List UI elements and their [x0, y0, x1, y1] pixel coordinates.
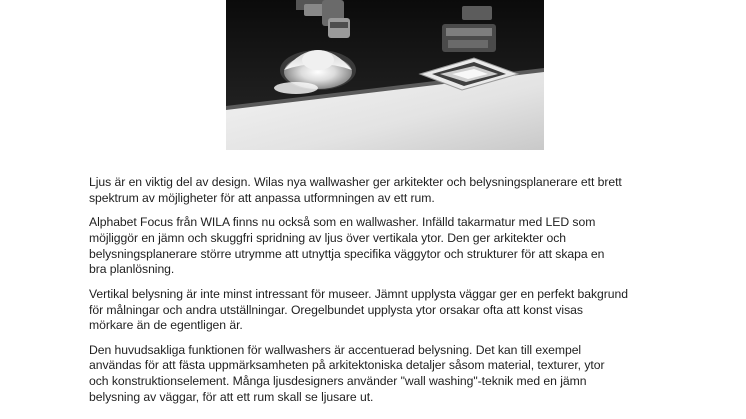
text-line: Den huvudsakliga funktionen för wallwashers är accentuerad belysning. Det kan till exempel: [89, 342, 582, 357]
paragraph-alphabet-focus: [89, 215, 689, 278]
text-line: användas för att fästa uppmärksamheten på arkitektoniska detaljer såsom material, texturer, ytor: [89, 358, 605, 373]
paragraph-accent-lighting: [89, 343, 689, 406]
product-photo: [226, 0, 544, 150]
text-line: och konstruktionselement. Många ljusdesigners använder "wall washing"-teknik med en jämn: [89, 374, 587, 389]
text-line: bra planlösning.: [89, 262, 175, 277]
text-line: Alphabet Focus från WILA finns nu också som en wallwasher. Infälld takarmatur med LED som: [89, 215, 596, 230]
text-line: spektrum av möjligheter för att anpassa utformningen av ett rum.: [89, 190, 435, 205]
text-line: belysning av väggar, för att ett rum skall se ljusare ut.: [89, 390, 374, 405]
text-line: Vertikal belysning är inte minst intressant för museer. Jämnt upplysta väggar ger en perfekt bakgrund: [89, 286, 628, 301]
paragraph-museums: [89, 287, 689, 334]
paragraph-intro: [89, 175, 689, 207]
text-line: mörkare än de egentligen är.: [89, 318, 243, 333]
text-line: Ljus är en viktig del av design. Wilas nya wallwasher ger arkitekter och belysningsplanerare ett brett: [89, 175, 622, 189]
text-line: möjliggör en jämn och skuggfri spridning av ljus över vertikala ytor. Den ger arkitekter och: [89, 230, 567, 245]
text-line: belysningsplanerare större utrymme att utnyttja specifika väggytor och strukturer för att skapa en: [89, 246, 605, 261]
text-line: för målningar och andra utställningar. Oregelbundet upplysta ytor orsakar ofta att konst visas: [89, 302, 583, 317]
article-body: [89, 175, 689, 414]
recessed-wallwasher-luminaires-icon: [226, 0, 544, 150]
